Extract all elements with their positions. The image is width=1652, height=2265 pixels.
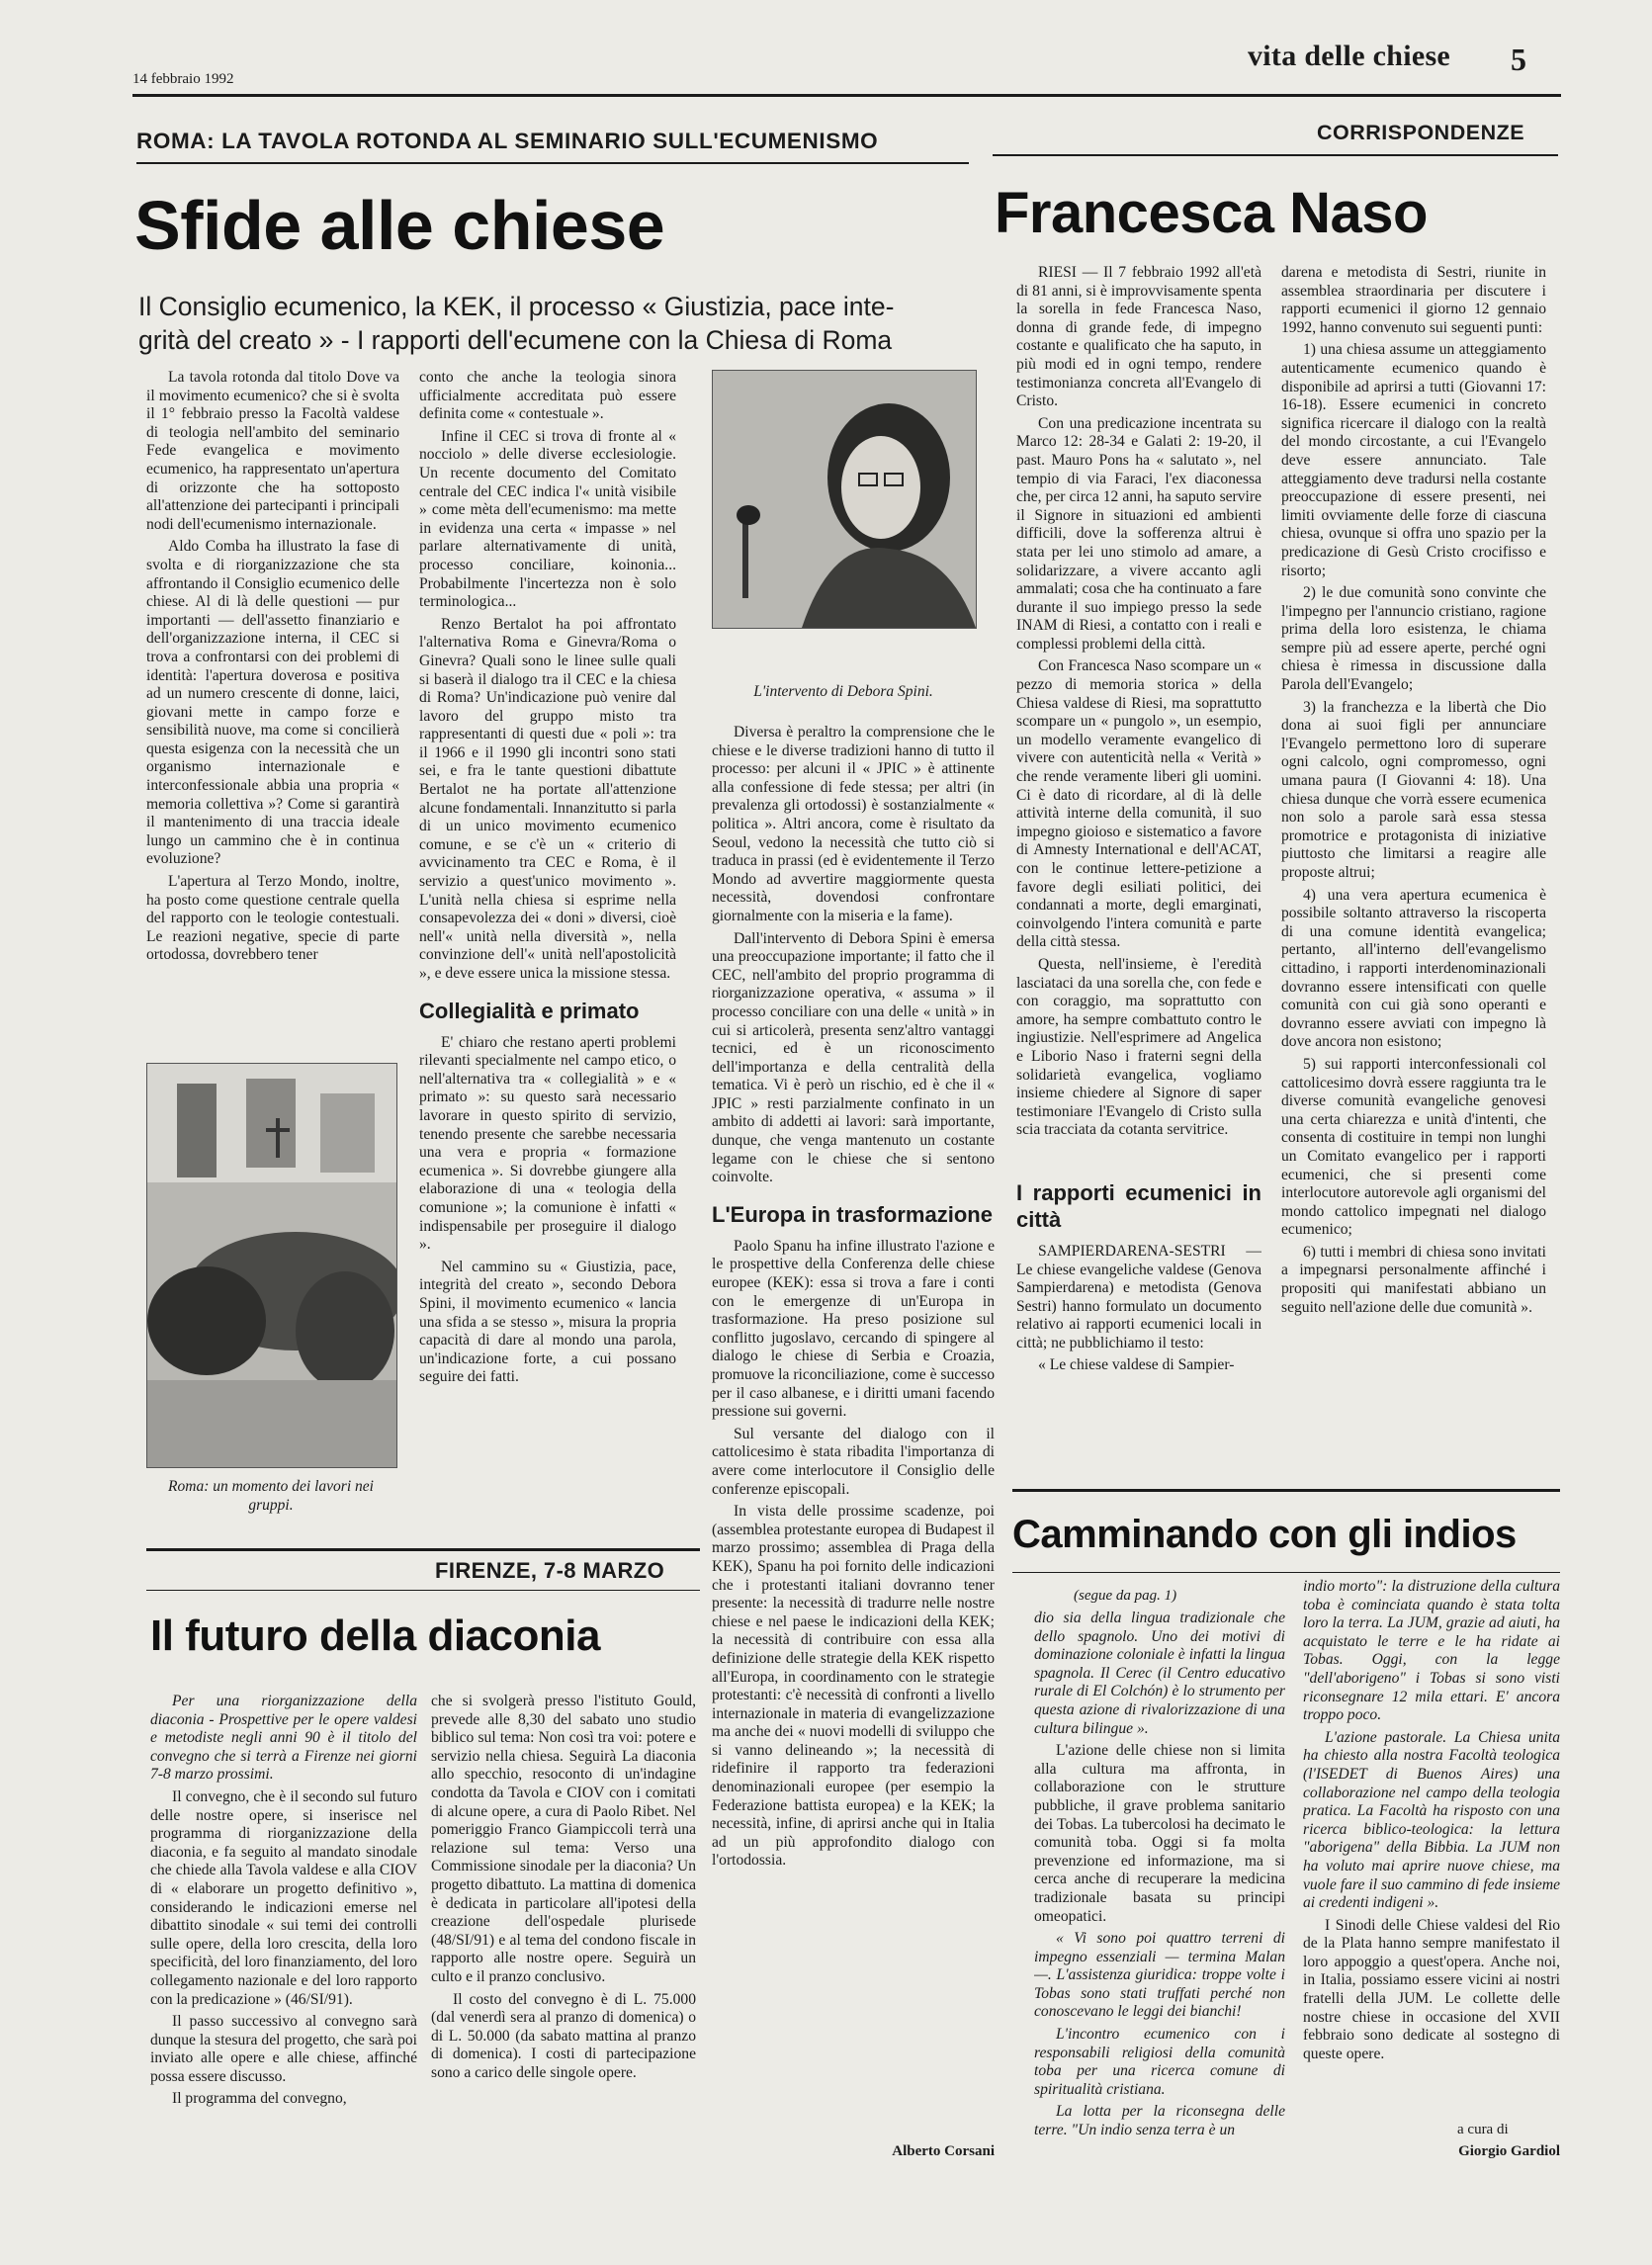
paragraph: « Vi sono poi quattro terreni di impegno essenziali — termina Malan —. L'assistenza giuridica: troppe volte i Tobas sono stati truffati perché non conoscevano le leggi dei bianchi!	[1034, 1930, 1285, 2021]
paragraph: Nel cammino su « Giustizia, pace, integrità del creato », secondo Debora Spini, il movimento ecumenico « lancia una sfida a se stesso », misura la propria capacità di dare al mondo una parola, un'indicazione forte, a cui possano seguire dei fatti.	[419, 1258, 676, 1386]
paragraph: 6) tutti i membri di chiesa sono invitati a impegnarsi personalmente affinché i propositi qui manifestati abbiano un seguito nell'azione delle due comunità ».	[1281, 1243, 1546, 1316]
paragraph: Il costo del convegno è di L. 75.000 (dal venerdì sera al pranzo di domenica) o di L. 50.000 (da sabato mattina al pranzo di domenica). I costi di partecipazione sono a carico delle singole opere.	[431, 1990, 696, 2081]
paragraph: Diversa è peraltro la comprensione che le chiese e le diverse tradizioni hanno di tutto il processo: per alcuni il « JPIC » è attinente alla confessione di fede stessa; per altri (in prevalenza gli ortodossi) è sostanzialmente « politica ». Altri ancora, come è risultato da Seoul, vedono la necessità che tutto ciò si traduca in prassi (ed è evidentemente il Terzo Mondo ad avvertire maggiormente questa necessità, dovendosi confrontare giornalmente con la miseria e la fame).	[712, 724, 995, 924]
left-article-kicker: ROMA: LA TAVOLA ROTONDA AL SEMINARIO SULL'ECUMENISMO	[136, 129, 879, 153]
left-article-deck-1: Il Consiglio ecumenico, la KEK, il processo « Giustizia, pace inte-	[138, 292, 895, 321]
paragraph: 2) le due comunità sono convinte che l'impegno per l'annuncio cristiano, ragione prima della loro esistenza, le chiama sempre più ad essere aperte, perché ogni chiesa è rimessa in discussione dalla Parola dell'Evangelo;	[1281, 584, 1546, 694]
paragraph: E' chiaro che restano aperti problemi rilevanti specialmente nel campo etico, o nell'alternativa tra « collegialità » e « primato »: su questo sarà necessario lavorare in questo spirito di servizio, tenendo presente che sarebbe necessaria una vera e propria « formazione ecumenica ». Si dovrebbe giungere alla elaborazione di una « teologia della comunione »; la comunione è infatti « indispensabile per proseguire il dialogo ».	[419, 1033, 676, 1254]
photo-debora-spini	[712, 370, 977, 629]
paragraph: I Sinodi delle Chiese valdesi del Rio de la Plata hanno sempre manifestato il loro appoggio a quest'opera. Anche noi, in Italia, possiamo essere vicini ai nostri fratelli della JUM. Le collette delle nostre chiese in occasione del XVII febbraio sono dedicate al sostegno di queste opere.	[1303, 1916, 1560, 2062]
paragraph: 1) una chiesa assume un atteggiamento autenticamente ecumenico quando è disponibile ad aprirsi a tutti (Giovanni 17: 16-18). Essere ecumenici in concreto significa ricercare il dialogo con la realtà del mondo circostante, a cui l'Evangelo deve essere annunciato. Tale atteggiamento deve tradursi nella costante preoccupazione di essere presenti, nei limiti ovviamente delle forze di ciascuna chiesa, ovunque si offra uno spazio per la predicazione di Gesù Cristo crocifisso e risorto;	[1281, 341, 1546, 579]
naso-column-2	[1281, 264, 1546, 1470]
paragraph: L'azione pastorale. La Chiesa unita ha chiesto alla nostra Facoltà teologica (l'ISEDET di Buenos Aires) una collaborazione nel campo della teologia pratica. La Facoltà ha risposto con una ricerca biblico-teologica: la lettura "aborigena" della Bibbia. La JUM non ha voluto mai aprire nuove chiese, ma vuole fare il suo cammino di fede insieme ai credenti indigeni ».	[1303, 1728, 1560, 1912]
header-rule	[132, 94, 1561, 97]
paragraph: L'apertura al Terzo Mondo, inoltre, ha posto come questione centrale quella del rapporto con le teologie contestuali. Le reazioni negative, specie di parte ortodossa, dovrebbero tener	[146, 873, 399, 964]
left-article-deck-2: grità del creato » - I rapporti dell'ecumene con la Chiesa di Roma	[138, 325, 893, 355]
paragraph: Con una predicazione incentrata su Marco 12: 28-34 e Galati 2: 19-20, il past. Mauro Pons ha « salutato », nel tempio di via Faraci, l'ex diaconessa che, per circa 12 anni, ha saputo servire il Signore in situazioni ed ambienti difficili, dove la sofferenza altrui è stata per lei uno stimolo ad amare, a solidarizzare, a vivere accanto agli ammalati; cosa che ha continuato a fare durante il suo impiego presso la sede INAM di Riesi, a contatto con i reali e complessi problemi della città.	[1016, 414, 1261, 653]
paragraph: Il passo successivo al convegno sarà dunque la stesura del progetto, che sarà poi inviato alle opere e alle chiese, affinché possa essere discusso.	[150, 2013, 417, 2085]
naso-kicker: CORRISPONDENZE	[1317, 121, 1525, 144]
left-article-column-3	[712, 724, 995, 2126]
paragraph: Sul versante del dialogo con il cattolicesimo è stata ribadita l'importanza di avere come interlocutore il Consiglio delle conferenze episcopali.	[712, 1425, 995, 1498]
diaconia-kicker: FIRENZE, 7-8 MARZO	[435, 1558, 665, 1583]
indios-byline-prefix: a cura di	[1457, 2122, 1509, 2137]
diaconia-column-1	[150, 1693, 417, 2157]
diaconia-column-2	[431, 1693, 696, 2157]
diaconia-top-rule	[146, 1548, 700, 1551]
naso-title: Francesca Naso	[995, 181, 1428, 245]
left-article-column-2	[419, 369, 676, 1514]
indios-title: Camminando con gli indios	[1012, 1513, 1517, 1556]
paragraph: Con Francesca Naso scompare un « pezzo di memoria storica » della Chiesa valdese di Riesi, ma soprattutto scompare un « pungolo », un esempio, un modello veramente evangelico di vivere con autenticità nella « Verità » che rende veramente liberi gli uomini. Ci è dato di ricordare, al di là delle attività interne della comunità, il suo impegno gioioso e sistematico a favore di Amnesty International e dell'ACAT, con le continue lettere-petizione a favore degli esiliati politici, dei condannati a morte, degli emarginati, coinvolgendo l'intera comunità e parte della città stessa.	[1016, 657, 1261, 951]
paragraph: SAMPIERDARENA-SESTRI — Le chiese evangeliche valdese (Genova Sampierdarena) e metodista (Genova Sestri) hanno formulato un documento relativo ai rapporti ecumenici locali in città; ne pubblichiamo il testo:	[1016, 1242, 1261, 1351]
subhead-rapporti: I rapporti ecumenici in città	[1016, 1179, 1261, 1232]
paragraph: L'incontro ecumenico con i responsabili religiosi della comunità toba per una ricerca comune di spiritualità cristiana.	[1034, 2026, 1285, 2098]
paragraph: Dall'intervento di Debora Spini è emersa una preoccupazione importante; il fatto che il CEC, nell'ambito del proprio programma di riorganizzazione operativa, « assuma » il processo conciliare con una delle « unità » in cui si articolerà, presenta senz'altro vantaggi tecnici, ed è un riconoscimento dell'importanza e della centralità della tematica. Vi è però un rischio, ed è che il « JPIC » resti parzialmente confinato in un ambito di addetti ai lavori: sarà importante, dunque, che venga mantenuto un costante legame con le chiese che si sentono coinvolte.	[712, 929, 995, 1186]
paragraph: RIESI — Il 7 febbraio 1992 all'età di 81 anni, si è improvvisamente spenta la sorella in fede Francesca Naso, donna di grande fede, di impegno costante e qualificato che ha saputo, in più modi ed in ogni tempo, rendere testimonianza concreta all'Evangelo di Cristo.	[1016, 264, 1261, 410]
publication-name: vita delle chiese	[1248, 40, 1451, 72]
paragraph: Infine il CEC si trova di fronte al « nocciolo » delle diverse ecclesiologie. Un recente documento del Comitato centrale del CEC indica l'« unità visibile » come mèta dell'ecumenismo: ma mette in evidenza una certa « impasse » nel parlare alternativamente di unità, processo conciliare, koinonia... Probabilmente l'incertezza non è solo terminologica...	[419, 427, 676, 611]
paragraph: Il programma del convegno,	[172, 2090, 347, 2108]
kicker-rule-left	[136, 162, 969, 164]
paragraph: La tavola rotonda dal titolo Dove va il movimento ecumenico? che si è svolta il 1° febbraio presso la Facoltà valdese di teologia nell'ambito del seminario Fede evangelica e movimento ecumenico, ha rappresentato un'apertura di orizzonte che ha sottoposto all'attenzione dei partecipanti i principali nodi dell'ecumenismo internazionale.	[146, 369, 399, 533]
paragraph: Questa, nell'insieme, è l'eredità lasciataci da una sorella che, con fede e con coraggio, ma soprattutto con amore, ha sempre combattuto contro le ingiustizie. Nell'esprimere ad Angelica e Liborio Naso i fraterni segni della solidarietà evangelica, vogliamo insieme chiedere al Signore di saper testimoniare l'Evangelo di Cristo sulla scia tracciata da cotanta servitrice.	[1016, 955, 1261, 1139]
paragraph: darena e metodista di Sestri, riunite in assemblea straordinaria per discutere i rapporti ecumenici il giorno 12 gennaio 1992, hanno convenuto sui seguenti punti:	[1281, 264, 1546, 336]
paragraph: 5) sui rapporti interconfessionali col cattolicesimo dovrà essere raggiunta tra le diverse comunità evangeliche genovesi una certa chiarezza e unità d'intenti, che consenta di costituire in tempi non lunghi un Comitato evangelico per i rapporti ecumenici, che si presenti come interlocutore autorevole agli organismi del mondo cattolico impegnati nel dialogo ecumenico;	[1281, 1055, 1546, 1239]
paragraph: Per una riorganizzazione della diaconia - Prospettive per le opere valdesi e metodiste negli anni 90 è il titolo del convegno che si terrà a Firenze nei giorni 7-8 marzo prossimi.	[150, 1693, 417, 1784]
diaconia-kicker-rule	[146, 1590, 700, 1591]
indios-column-2	[1303, 1578, 1560, 2112]
paragraph: Paolo Spanu ha infine illustrato l'azione e le prospettive della Conferenza delle chiese europee (KEK): essa si trova a fare i conti con le emergenze di un'Europa in trasformazione. Ha preso posizione sul conflitto jugoslavo, cercando di spingere al dialogo le chiese di Serbia e Croazia, promuove la riconciliazione, come è successo per il caso albanese, e i diritti umani facendo pressione sui governi.	[712, 1237, 995, 1421]
indios-title-rule	[1012, 1572, 1560, 1573]
diaconia-title: Il futuro della diaconia	[150, 1612, 600, 1660]
paragraph: che si svolgerà presso l'istituto Gould, prevede alle 8,30 del sabato uno studio biblico sul tema: Non così tra voi: potere e servizio nella chiesa. Seguirà La diaconia allo specchio, resoconto di un'indagine condotta da Tavola e CIOV con i comitati di alcune opere, a cura di Paolo Ribet. Nel pomeriggio Franco Giampiccoli terrà una relazione sul tema: Verso una Commissione sinodale per la diaconia? Un progetto dibattuto. La mattina di domenica è dedicata in particolare all'ipotesi della creazione dell'ospedale plurisede (48/SI/91) e al tema del condono fiscale in rapporto alle nostre opere. Seguirà un culto e il pranzo conclusivo.	[431, 1693, 696, 1985]
paragraph: L'azione delle chiese non si limita alla cultura ma affronta, in collaborazione con le strutture pubbliche, il grave problema sanitario dei Tobas. La tubercolosi ha decimato le comunità toba. Oggi si fa molta prevenzione ed informazione, ma si cerca anche di recuperare la medicina tradizionale basata su principi omeopatici.	[1034, 1742, 1285, 1925]
paragraph: 3) la franchezza e la libertà che Dio dona ai suoi figli per annunciare l'Evangelo permettono loro di superare ogni calcolo, ogni compromesso, ogni umana paura (I Giovanni 4: 18). Una chiesa dunque che vorrà essere ecumenica non solo a parole sarà essa stessa promotrice e protagonista di iniziative piuttosto che limitarsi a reagire alle proposte altrui;	[1281, 698, 1546, 881]
paragraph: Il convegno, che è il secondo sul futuro delle nostre opere, si inserisce nel programma di riorganizzazione della diaconia, e fa seguito al mandato sinodale che chiede alla Tavola valdese e alla CIOV di « elaborare un progetto definitivo », considerando le indicazioni emerse nel dibattito sinodale « sui temi dei controlli sulle opere, della loro crescita, della loro specificità, del loro finanziamento, del loro collegamento nazionale e del loro rapporto con la predicazione » (46/SI/91).	[150, 1787, 417, 2008]
indios-top-rule	[1012, 1489, 1560, 1492]
paragraph: In vista delle prossime scadenze, poi (assemblea protestante europea di Budapest il marzo prossimo; assemblea di Praga della KEK), Spanu ha poi fornito delle indicazioni che i protestanti italiani dovranno tener presente: la necessità di tradurre nelle nostre chiese e nel paese le indicazioni della KEK; la necessità di contribuire con essa alla definizione delle strategie della KEK rispetto all'Europa, in coordinamento con le strategie protestanti: c'è necessità di confronti a livello internazionale in materia di evangelizzazione ma anche dei « nuovi modelli di sviluppo che si vanno delineando »; la necessità di ridefinire il rapporto tra federazioni denominazionali europee (per esempio la Federazione battista europea) e la KEK; la necessità, infine, di aprirsi anche qui in Italia ad un più approfondito dialogo con l'ortodossia.	[712, 1503, 995, 1870]
subhead-collegialita: Collegialità e primato	[419, 998, 640, 1023]
photo-caption-debora-spini: L'intervento di Debora Spini.	[753, 683, 933, 700]
paragraph: dio sia della lingua tradizionale che dello spagnolo. Uno dei motivi di dominazione coloniale è infatti la lingua spagnola. Il Cerec (il Centro educativo rurale di El Colchón) è lo strumento per questa azione di rivalorizzazione di una cultura bilingue ».	[1034, 1610, 1285, 1737]
paragraph: 4) una vera apertura ecumenica è possibile soltanto attraverso la riscoperta di una comune identità evangelica; pertanto, all'interno dell'evangelismo cittadino, i rapporti interdenominazionali dovranno essere intensificati con quelle comunità con cui già sono operanti e dovranno essere avviati con impegno là dove ancora non esistono;	[1281, 886, 1546, 1051]
left-article-title: Sfide alle chiese	[134, 187, 665, 264]
page-number: 5	[1511, 42, 1526, 77]
left-article-signature: Alberto Corsani	[892, 2143, 995, 2159]
indios-continued-note: (segue da pag. 1)	[1074, 1588, 1177, 1604]
naso-kicker-rule	[993, 154, 1558, 156]
photo-working-group	[146, 1063, 397, 1468]
photo-caption-working-group: Roma: un momento dei lavori nei gruppi.	[168, 1478, 374, 1514]
paragraph: « Le chiese valdese di Sampier-	[1038, 1356, 1235, 1374]
indios-signature: Giorgio Gardiol	[1458, 2143, 1560, 2159]
subhead-europa: L'Europa in trasformazione	[712, 1201, 993, 1227]
paragraph: conto che anche la teologia sinora ufficialmente accreditata può essere definita come « contestuale ».	[419, 369, 676, 423]
paragraph: Aldo Comba ha illustrato la fase di svolta e di riorganizzazione che sta affrontando il Consiglio ecumenico delle chiese. Al di là delle questioni — pur importanti — dell'assetto finanziario e dell'organizzazione interna, il CEC si trova a confrontarsi con dei problemi di identità: l'apertura doverosa e positiva ad un numero crescente di donne, laici, giovani mette in campo forze e sensibilità nuove, ma come si concilierà questa esigenza con la necessità che un organismo internazionale e interconfessionale abbia una propria « memoria collettiva »? Come si garantirà il mantenimento di una traccia ideale lungo un cammino che è in continua evoluzione?	[146, 538, 399, 868]
indios-column-1	[1034, 1610, 1285, 2153]
issue-date: 14 febbraio 1992	[132, 71, 234, 87]
paragraph: indio morto": la distruzione della cultura toba è cominciata quando è stata tolta loro la terra. La JUM, grazie ad aiuti, ha acquistato le terre e le ha ridate ai Tobas. Oggi, con la legge "dell'aborigeno" i Tobas si sono visti riconsegnare 12 mila ettari. E' ancora troppo poco.	[1303, 1578, 1560, 1724]
naso-column-1	[1016, 264, 1261, 1470]
left-article-column-1	[146, 369, 399, 1051]
paragraph: Renzo Bertalot ha poi affrontato l'alternativa Roma e Ginevra/Roma o Ginevra? Quali sono le linee sulle quali si baserà il dialogo tra il CEC e la chiesa di Roma? Un'indicazione può venire dal lavoro del gruppo misto tra rappresentanti di questi due « poli »: tra il 1966 e il 1990 gli incontri sono stati sei, e fra le tante questioni dibattute Bertalot ne ha portate all'attenzione alcune fondamentali. Innanzitutto si parla di un unico movimento ecumenico comune, e se c'è un « criterio di avvicinamento tra CEC e Roma, è il servizio a quest'unico movimento ». L'unità nella chiesa si esprime nella consapevolezza dei « doni » diversi, cioè nell'« unità nella diversità », nella convinzione dell'« unità nell'apostolicità », e deve essere unica la missione stessa.	[419, 615, 676, 982]
paragraph: La lotta per la riconsegna delle terre. "Un indio senza terra è un	[1034, 2103, 1285, 2139]
